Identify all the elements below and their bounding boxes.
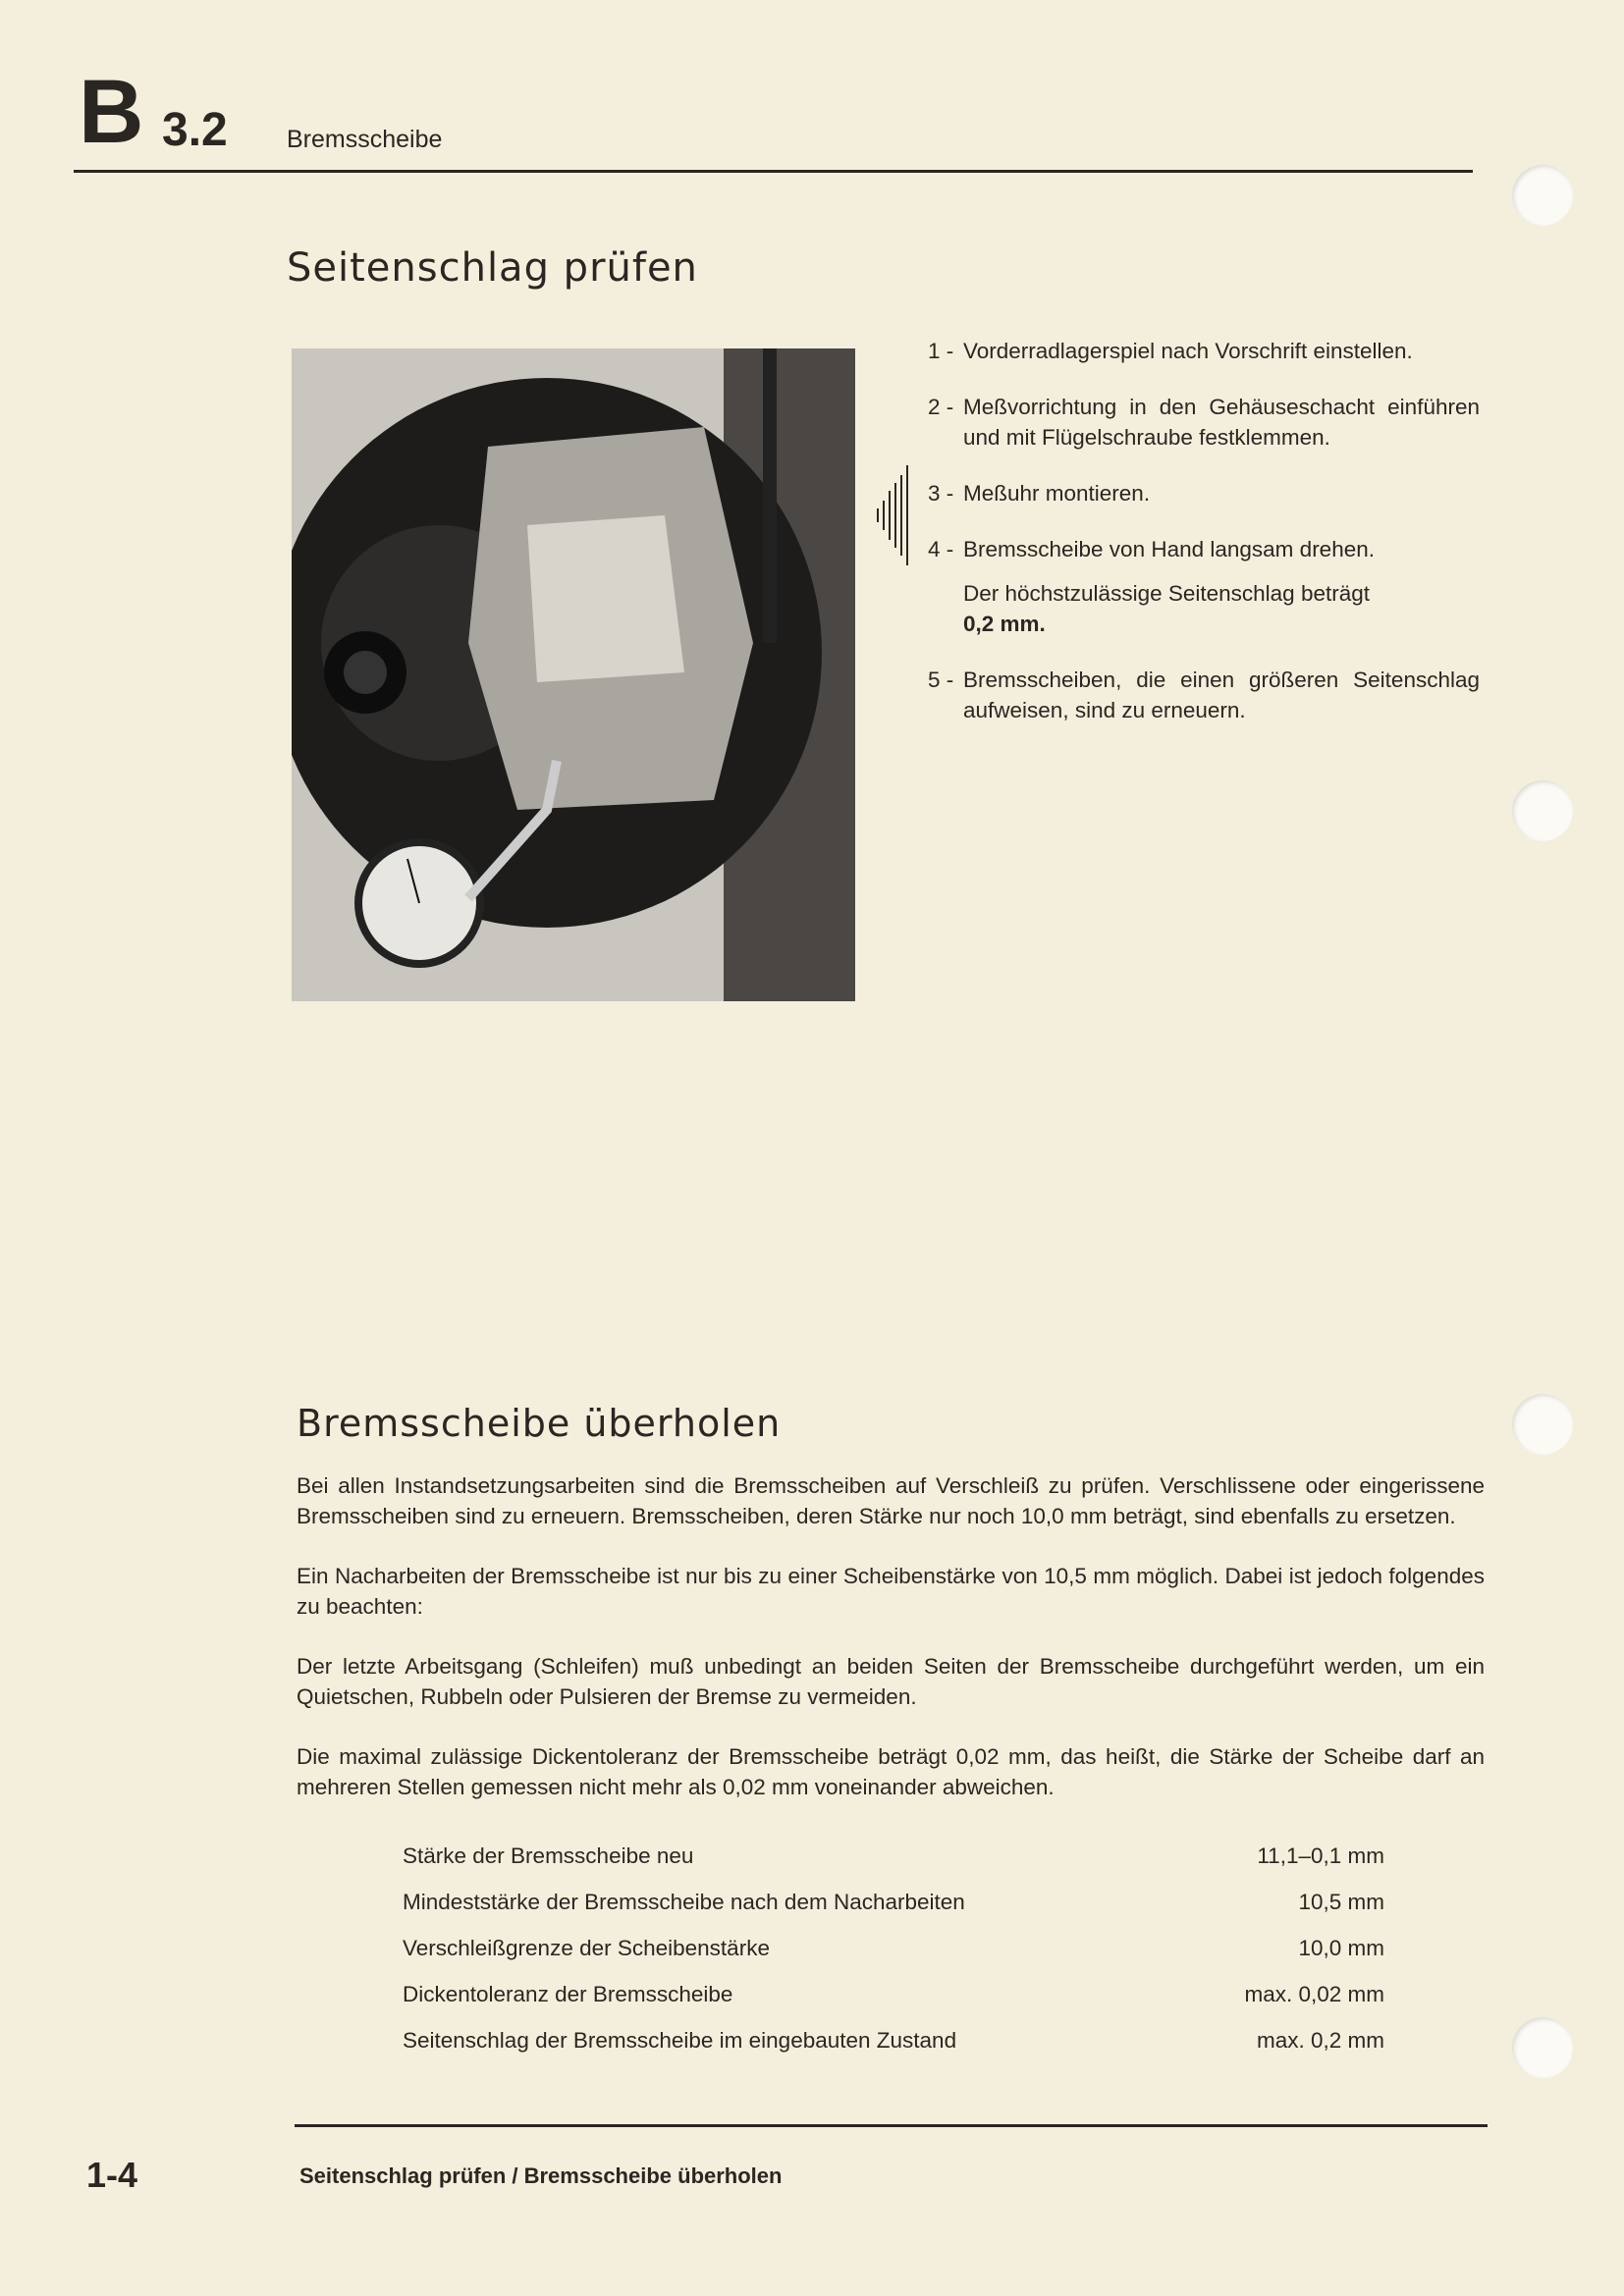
spec-row [403,1843,1384,1890]
pointer-arrow-icon [872,461,911,574]
step-4-note [963,578,1480,639]
note-value: 0,2 mm. [963,612,1046,636]
step-number: 4 - [928,537,954,561]
footer-rule [295,2124,1488,2127]
section-number: 3.2 [162,104,228,156]
spec-value: max. 0,2 mm [1256,2028,1384,2053]
steps-list [928,336,1480,751]
step-2 [928,392,1480,453]
spec-row [403,2028,1384,2074]
heading-seitenschlag: Seitenschlag prüfen [287,245,698,291]
step-number: 3 - [928,481,954,506]
page-number: 1-4 [86,2155,138,2195]
step-text: Bremsscheiben, die einen größeren Seitenschlag aufweisen, sind zu erneuern. [963,667,1480,722]
footer-title: Seitenschlag prüfen / Bremsscheibe überholen [299,2163,783,2188]
punch-hole [1512,780,1573,841]
section-letter: B [79,62,142,162]
paragraph: Die maximal zulässige Dickentoleranz der Bremsscheibe beträgt 0,02 mm, das heißt, die Stärke der Scheibe darf an mehreren Stellen gemessen nicht mehr als 0,02 mm voneinander abweichen. [297,1744,1485,1799]
spec-value: 11,1–0,1 mm [1257,1843,1384,1868]
step-text: Meßvorrichtung in den Gehäuseschacht einführen und mit Flügelschraube festklemmen. [963,395,1480,450]
specs-table [403,1843,1384,2074]
step-number: 5 - [928,667,954,692]
spec-value: max. 0,02 mm [1244,1982,1384,2006]
step-text: Vorderradlagerspiel nach Vorschrift einstellen. [963,339,1413,363]
header-rule [74,170,1473,173]
spec-label: Verschleißgrenze der Scheibenstärke [403,1936,770,1960]
step-text: Bremsscheibe von Hand langsam drehen. [963,537,1375,561]
spec-label: Seitenschlag der Bremsscheibe im eingebauten Zustand [403,2028,957,2053]
punch-hole [1512,1394,1573,1455]
punch-hole [1512,2017,1573,2078]
heading-ueberholen: Bremsscheibe überholen [297,1402,782,1445]
step-4 [928,534,1480,564]
spec-label: Stärke der Bremsscheibe neu [403,1843,694,1868]
spec-value: 10,5 mm [1298,1890,1384,1914]
step-number: 1 - [928,339,954,363]
spec-label: Dickentoleranz der Bremsscheibe [403,1982,733,2006]
paragraph: Bei allen Instandsetzungsarbeiten sind die Bremsscheiben auf Verschleiß zu prüfen. Verschlissene oder eingerissene Bremsscheiben sind zu erneuern. Bremsscheiben, deren Stärke nur noch 10,0 mm beträgt, sind ebenfalls zu ersetzen. [297,1473,1485,1528]
section-title: Bremsscheibe [287,126,443,153]
step-5 [928,665,1480,725]
spec-row [403,1982,1384,2028]
note-text: Der höchstzulässige Seitenschlag beträgt [963,581,1370,606]
paragraph: Ein Nacharbeiten der Bremsscheibe ist nur bis zu einer Scheibenstärke von 10,5 mm möglich. Dabei ist jedoch folgendes zu beachten: [297,1564,1485,1619]
step-1 [928,336,1480,366]
spec-value: 10,0 mm [1298,1936,1384,1960]
paragraph: Der letzte Arbeitsgang (Schleifen) muß unbedingt an beiden Seiten der Bremsscheibe durchgeführt werden, um ein Quietschen, Rubbeln oder Pulsieren der Bremse zu vermeiden. [297,1654,1485,1709]
step-text: Meßuhr montieren. [963,481,1151,506]
photo-brake-disc-dial-gauge [292,348,855,1001]
spec-row [403,1936,1384,1982]
spec-label: Mindeststärke der Bremsscheibe nach dem Nacharbeiten [403,1890,965,1914]
punch-hole [1512,165,1573,226]
step-3 [928,478,1480,508]
body-text [297,1470,1485,1832]
spec-row [403,1890,1384,1936]
step-number: 2 - [928,395,954,419]
